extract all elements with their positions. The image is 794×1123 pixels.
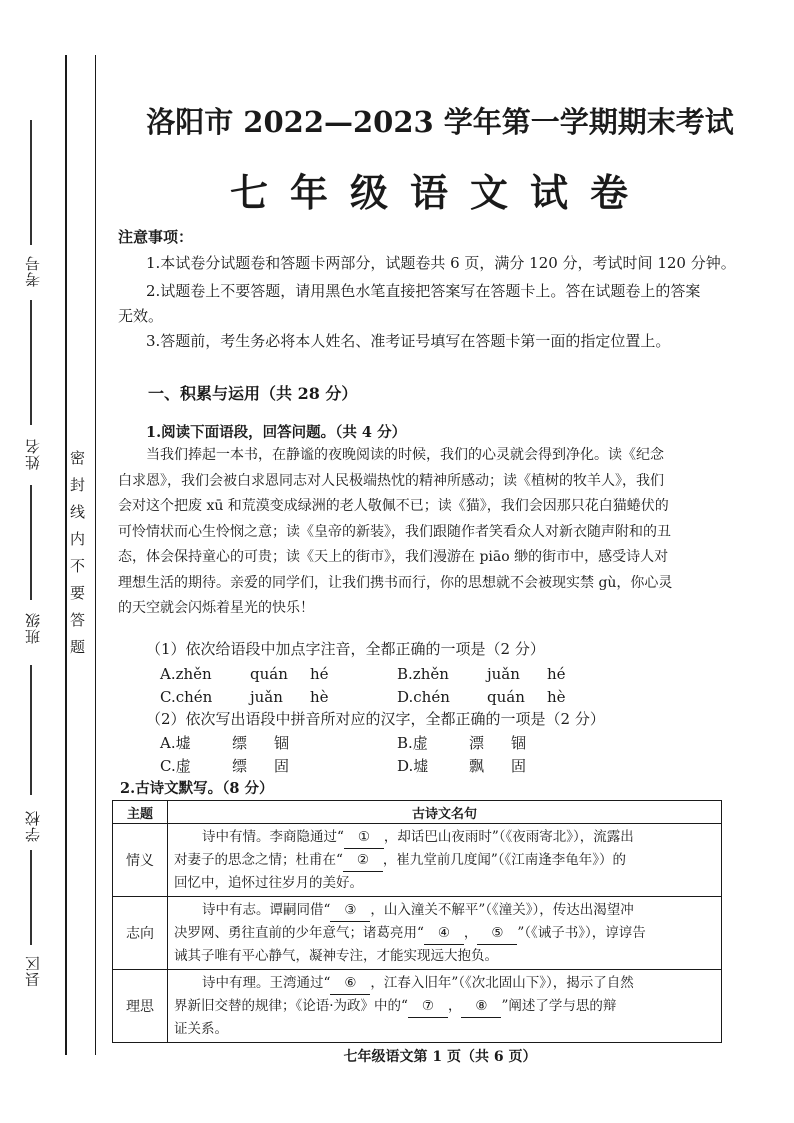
poetry-table [112,800,722,1043]
option-a: A.zhěn quán hé [160,665,329,683]
answer-blank[interactable]: ③ [330,899,370,922]
reading-passage [118,443,758,622]
page-footer: 七年级语文第 1 页（共 6 页） [343,1049,537,1065]
topic-cell: 志向 [113,897,168,970]
notice-heading: 注意事项： [118,228,194,246]
xingming-underline [30,300,32,425]
answer-blank[interactable]: ② [343,849,383,872]
seal-line-inner [95,55,96,1055]
passage-line: 白求恩》，我们会被白求恩同志对人民极端热忱的精神所感动；读《植树的牧羊人》，我们 [118,472,664,489]
sub-question-2: （2）依次写出语段中拼音所对应的汉字，全都正确的一项是（2 分） [146,710,605,728]
notice-item-2b: 无效。 [118,307,164,325]
column-header-content: 古诗文名句 [168,801,722,824]
option-c: C.chén juǎn hè [160,688,329,706]
option-b: B.虚 漂 锢 [397,734,527,752]
kaohao-label: 考号 [24,255,42,287]
table-row [113,970,722,1043]
notice-item-1: 1.本试卷分试题卷和答题卡两部分，试题卷共 6 页，满分 120 分，考试时间 120 分钟。 [146,254,736,272]
xuexiao-underline [30,665,32,795]
xuexiao-label: 学校 [24,810,42,842]
answer-blank[interactable]: ① [344,826,384,849]
question-2-heading: 2.古诗文默写。（8 分） [120,780,274,797]
option-b: B.zhěn juǎn hé [397,665,566,683]
content-cell: 诗中有志。谭嗣同借“ ③ ，山入潼关不解平”（《潼关》），传达出渴望冲 决罗网、勇往直前的少年意气；诸葛亮用“ ④ ， ⑤ ”（《诫子书》），谆谆告 诫其子唯有平心静气，凝神专注，才能实现远大抱负。 [168,897,722,970]
column-header-topic: 主题 [113,801,168,824]
banji-label: 班级 [24,612,42,644]
sub-question-1: （1）依次给语段中加点字注音，全都正确的一项是（2 分） [146,640,545,658]
seal-text: 密封线内不要答题 [68,450,86,666]
answer-blank[interactable]: ⑧ [461,995,501,1018]
content-cell: 诗中有理。王湾通过“ ⑥ ，江春入旧年”（《次北固山下》），揭示了自然 界新旧交替的规律；《论语·为政》中的“ ⑦ ， ⑧ ”阐述了学与思的辩 证关系。 [168,970,722,1043]
answer-blank[interactable]: ⑤ [477,922,517,945]
table-row [113,897,722,970]
option-d: D.墟 飘 固 [397,757,527,775]
xingming-label: 姓名 [24,438,42,470]
passage-line: 的天空就会闪烁着星光的快乐！ [118,600,314,616]
passage-line: 当我们捧起一本书，在静谧的夜晚阅读的时候，我们的心灵就会得到净化。读《纪念 [146,447,664,463]
passage-line: 态，体会保持童心的可贵；读《天上的街市》，我们漫游在 piāo 缈的街市中，感受诗人对 [118,549,669,565]
exam-title: 洛阳市 2022—2023 学年第一学期期末考试 [146,105,734,139]
xianqu-underline [30,850,32,945]
passage-line: 会对这个把废 xū 和荒漠变成绿洲的老人敬佩不已；读《猫》，我们会因那只花白猫蜷伏的 [118,498,669,514]
option-c: C.虚 缥 固 [160,757,290,775]
section-heading: 一、积累与运用（共 28 分） [148,384,358,403]
kaohao-underline [30,120,32,245]
answer-blank[interactable]: ⑥ [330,972,370,995]
passage-line: 理想生活的期待。亲爱的同学们，让我们携书而行，你的思想就不会被现实禁 gù，你心灵 [118,574,673,591]
option-d: D.chén quán hè [397,688,566,706]
table-row [113,824,722,897]
table-header-row [113,801,722,824]
notice-item-3: 3.答题前，考生务必将本人姓名、准考证号填写在答题卡第一面的指定位置上。 [146,332,671,350]
xianqu-label: 县区 [24,955,42,987]
question-1-heading: 1.阅读下面语段，回答问题。（共 4 分） [146,424,407,441]
topic-cell: 理思 [113,970,168,1043]
banji-underline [30,485,32,600]
content-cell: 诗中有情。李商隐通过“ ① ，却话巴山夜雨时”（《夜雨寄北》），流露出 对妻子的思念之情；杜甫在“ ② ，崔九堂前几度闻”（《江南逢李龟年》）的 回忆中，追怀过往岁月的美好。 [168,824,722,897]
passage-line: 可怜情状而心生怜悯之意；读《皇帝的新装》，我们跟随作者笑看众人对新衣随声附和的丑 [118,523,671,540]
answer-blank[interactable]: ④ [424,922,464,945]
paper-title: 七年级语文试卷 [229,170,650,215]
answer-blank[interactable]: ⑦ [408,995,448,1018]
notice-item-2a: 2.试题卷上不要答题，请用黑色水笔直接把答案写在答题卡上。答在试题卷上的答案 [146,282,701,300]
option-a: A.墟 缥 锢 [160,734,290,752]
topic-cell: 情义 [113,824,168,897]
